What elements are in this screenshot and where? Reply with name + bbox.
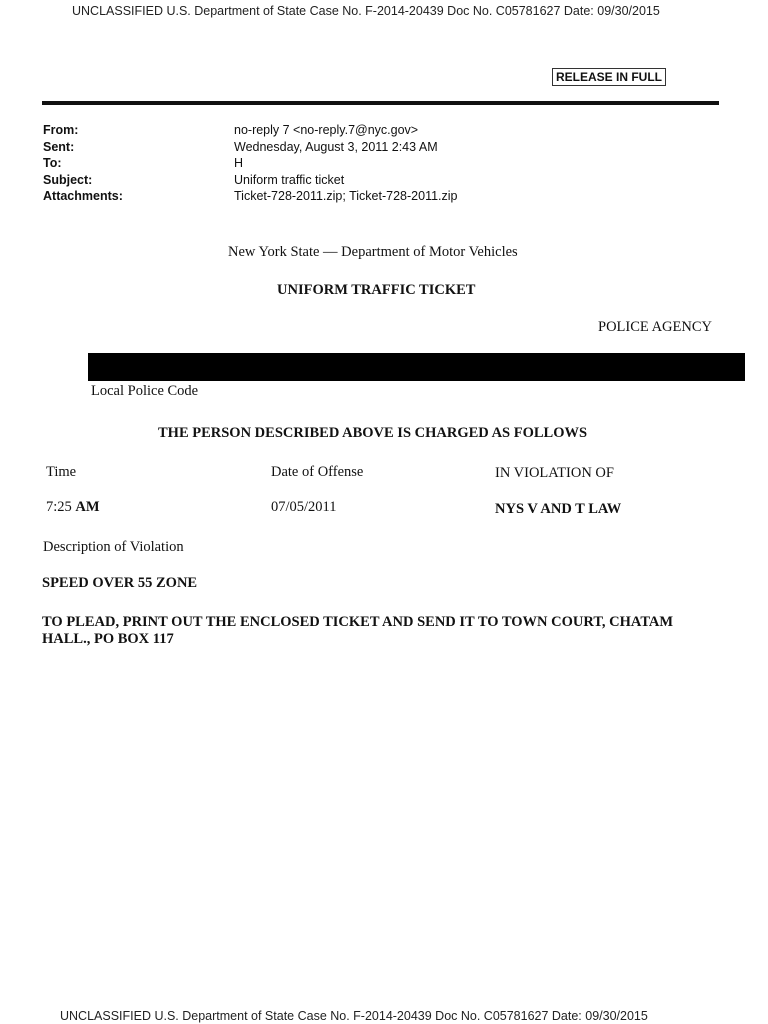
police-agency-label: POLICE AGENCY: [598, 319, 712, 335]
time-value-meridiem: AM: [75, 499, 100, 515]
header-divider: [42, 101, 719, 105]
to-value: H: [234, 156, 244, 170]
description-value: SPEED OVER 55 ZONE: [42, 575, 198, 591]
release-in-full-stamp: RELEASE IN FULL: [552, 68, 666, 86]
time-label: Time: [46, 464, 77, 480]
ticket-title: UNIFORM TRAFFIC TICKET: [277, 282, 476, 298]
redaction-bar: [88, 353, 745, 381]
plead-instructions: TO PLEAD, PRINT OUT THE ENCLOSED TICKET AND SEND IT TO TOWN COURT, CHATAM HALL., PO BOX 117: [42, 614, 674, 647]
email-sent-row: [43, 139, 458, 156]
charged-heading: THE PERSON DESCRIBED ABOVE IS CHARGED AS FOLLOWS: [158, 425, 588, 441]
date-of-offense-label: Date of Offense: [271, 464, 364, 480]
attachments-label: Attachments:: [43, 189, 123, 203]
subject-label: Subject:: [43, 172, 93, 187]
sent-value: Wednesday, August 3, 2011 2:43 AM: [234, 139, 438, 154]
time-value-number: 7:25: [46, 499, 72, 515]
email-header: [43, 122, 458, 205]
local-police-code-label: Local Police Code: [91, 383, 199, 399]
email-to-row: [43, 155, 458, 172]
sent-label: Sent:: [43, 139, 75, 154]
email-from-row: [43, 122, 458, 139]
to-label: To:: [43, 156, 62, 170]
from-value: no-reply 7 <no-reply.7@nyc.gov>: [234, 123, 419, 137]
classification-header: UNCLASSIFIED U.S. Department of State Case No. F-2014-20439 Doc No. C05781627 Date: 09/30/2015: [72, 4, 660, 18]
violation-value: NYS V AND T LAW: [495, 501, 622, 517]
from-label: From:: [43, 123, 79, 137]
classification-footer: UNCLASSIFIED U.S. Department of State Case No. F-2014-20439 Doc No. C05781627 Date: 09/30/2015: [60, 1009, 648, 1023]
attachments-value: Ticket-728-2011.zip; Ticket-728-2011.zip: [234, 189, 458, 203]
date-of-offense-value: 07/05/2011: [271, 499, 337, 515]
subject-value: Uniform traffic ticket: [234, 172, 345, 187]
violation-label: IN VIOLATION OF: [495, 465, 614, 481]
time-value: [46, 499, 100, 516]
email-attachments-row: [43, 188, 458, 205]
agency-title: New York State — Department of Motor Vehicles: [228, 244, 518, 260]
description-label: Description of Violation: [43, 539, 184, 555]
email-subject-row: [43, 172, 458, 189]
